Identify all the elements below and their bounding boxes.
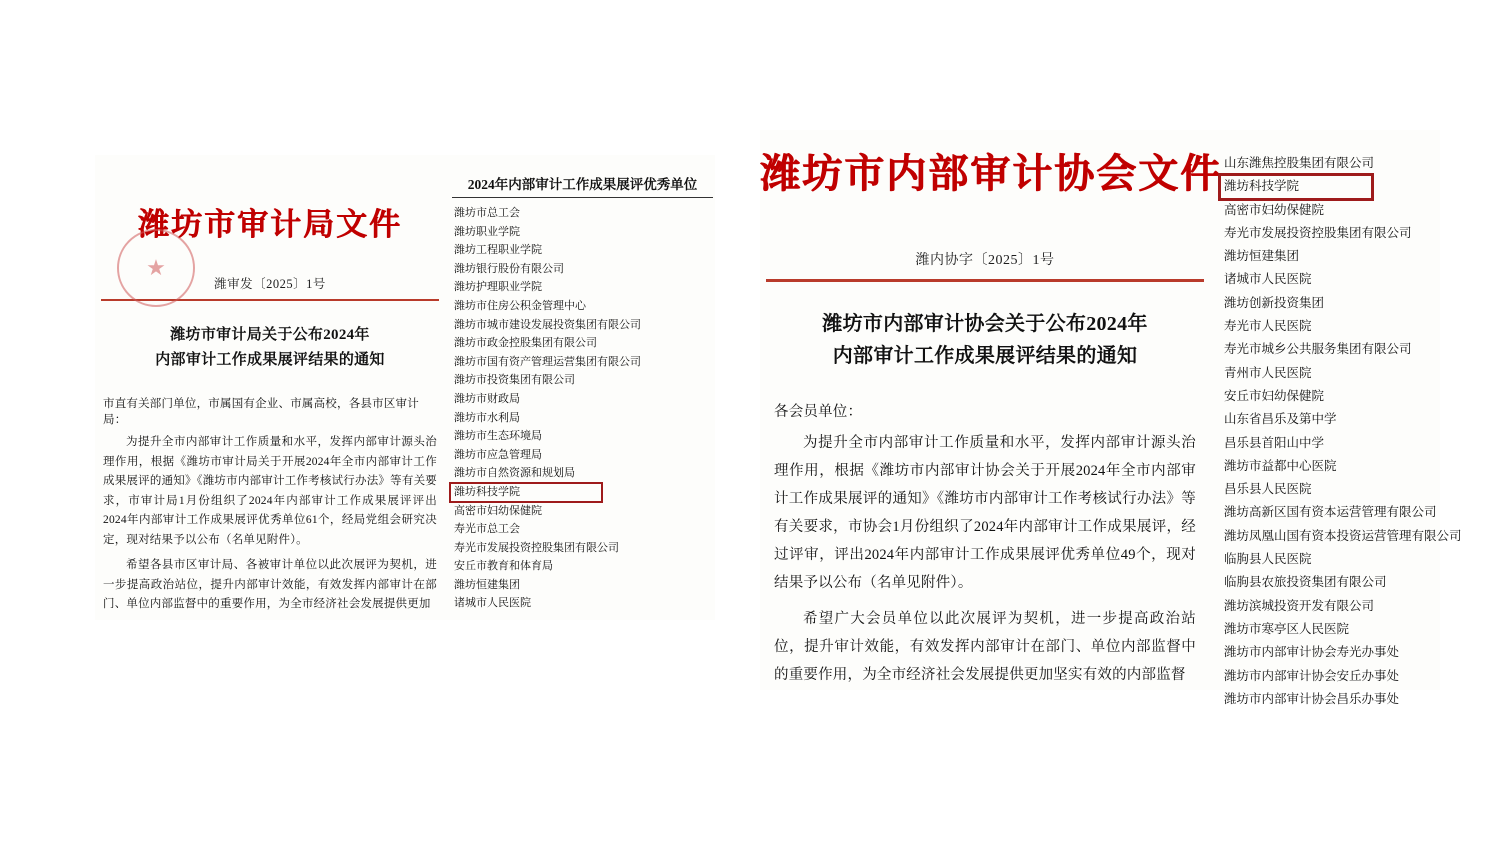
list-item: 安丘市教育和体育局	[454, 560, 553, 573]
right-document-heading-line1: 潍坊市内部审计协会关于公布2024年	[822, 312, 1148, 335]
list-item: 潍坊滨城投资开发有限公司	[1224, 598, 1375, 613]
left-document-org-title: 潍坊市审计局文件	[138, 207, 402, 243]
list-item: 寿光市人民医院	[1224, 319, 1312, 334]
right-document-red-rule	[766, 279, 1204, 282]
list-item: 诸城市人民医院	[1224, 272, 1312, 287]
list-item: 潍坊职业学院	[454, 225, 520, 238]
right-document-page	[760, 130, 1462, 706]
list-item: 高密市妇幼保健院	[454, 504, 542, 517]
list-item: 潍坊市寒亭区人民医院	[1224, 621, 1350, 636]
right-document-list-column	[1220, 152, 1462, 706]
left-document-list-column	[450, 173, 715, 613]
list-item: 潍坊市生态环境局	[454, 430, 542, 443]
list-item: 潍坊市住房公积金管理中心	[454, 299, 586, 312]
left-document-number: 潍审发〔2025〕1号	[214, 277, 326, 291]
right-document-number: 潍内协字〔2025〕1号	[915, 253, 1055, 268]
list-item: 临朐县农旅投资集团有限公司	[1224, 575, 1387, 590]
list-item: 寿光市发展投资控股集团有限公司	[454, 541, 619, 554]
list-item: 潍坊市内部审计协会安丘办事处	[1224, 668, 1400, 683]
list-item: 潍坊市内部审计协会寿光办事处	[1224, 645, 1400, 660]
list-item: 寿光市发展投资控股集团有限公司	[1224, 225, 1412, 240]
list-item: 潍坊市财政局	[454, 392, 520, 405]
list-item: 潍坊市应急管理局	[454, 448, 542, 461]
list-item: 潍坊恒建集团	[454, 578, 520, 591]
list-item: 潍坊银行股份有限公司	[454, 262, 564, 275]
list-item: 潍坊市政金控股集团有限公司	[454, 337, 597, 350]
list-item: 昌乐县首阳山中学	[1224, 435, 1325, 450]
list-item-highlighted: 潍坊科技学院	[450, 483, 602, 502]
list-item: 山东省昌乐及第中学	[1224, 412, 1337, 427]
list-item: 高密市妇幼保健院	[1224, 202, 1325, 217]
left-document-paragraph-1: 为提升全市内部审计工作质量和水平，发挥内部审计源头治理作用，根据《潍坊市审计局关于开展2024年全市内部审计工作成果展评的通知》《潍坊市内部审计工作考核试行办法》等有关要求，市审计局1月份组织了2024年内部审计工作成果展评评出2024年内部审计工作成果展评优秀单位61个，经局党组会研究决定，现对结果予以公布（名单见附件）。	[103, 436, 437, 546]
right-document-org-title: 潍坊市内部审计协会文件	[760, 150, 1222, 197]
list-item: 潍坊市城市建设发展投资集团有限公司	[454, 318, 641, 331]
list-item-highlighted: 潍坊科技学院	[1220, 175, 1372, 198]
left-document-unit-list	[450, 204, 715, 613]
list-item: 潍坊护理职业学院	[454, 281, 542, 294]
list-item: 潍坊市国有资产管理运营集团有限公司	[454, 355, 641, 368]
list-item: 昌乐县人民医院	[1224, 482, 1312, 497]
left-document-salutation: 市直有关部门单位，市属国有企业、市属高校，各县市区审计局：	[103, 398, 419, 426]
list-item: 潍坊高新区国有资本运营管理有限公司	[1224, 505, 1437, 520]
right-document-heading	[760, 308, 1210, 372]
left-document-page	[95, 155, 715, 620]
right-document-paragraph-2: 希望广大会员单位以此次展评为契机，进一步提高政治站位，提升审计效能，有效发挥内部审计在部门、单位内部监督中的重要作用，为全市经济社会发展提供更加坚实有效的内部监督	[774, 610, 1196, 683]
list-item: 寿光市城乡公共服务集团有限公司	[1224, 342, 1412, 357]
right-document-salutation: 各会员单位：	[774, 403, 863, 420]
list-item: 诸城市人民医院	[454, 597, 531, 610]
left-document-list-title: 2024年内部审计工作成果展评优秀单位	[452, 173, 713, 198]
right-document-heading-line2: 内部审计工作成果展评结果的通知	[832, 344, 1138, 367]
list-item: 潍坊恒建集团	[1224, 249, 1300, 264]
right-document-main-column	[760, 130, 1222, 690]
list-item: 临朐县人民医院	[1224, 552, 1312, 567]
list-item: 山东潍焦控股集团有限公司	[1224, 156, 1375, 170]
list-item: 潍坊市投资集团有限公司	[454, 374, 575, 387]
right-document-unit-list	[1220, 152, 1462, 711]
list-item: 潍坊市内部审计协会昌乐办事处	[1224, 691, 1400, 706]
left-document-paragraph-2: 希望各县市区审计局、各被审计单位以此次展评为契机，进一步提高政治站位，提升内部审计效能，有效发挥内部审计在部门、单位内部监督中的重要作用，为全市经济社会发展提供更加	[103, 559, 437, 610]
list-item: 潍坊凤凰山国有资本投资运营管理有限公司	[1224, 528, 1462, 543]
left-document-heading	[95, 323, 445, 373]
left-document-heading-line2: 内部审计工作成果展评结果的通知	[155, 352, 385, 368]
list-item: 潍坊市总工会	[454, 207, 520, 219]
red-round-seal-icon	[117, 229, 195, 307]
list-item: 青州市人民医院	[1224, 365, 1312, 380]
list-item: 安丘市妇幼保健院	[1224, 388, 1325, 403]
list-item: 寿光市总工会	[454, 523, 520, 536]
list-item: 潍坊创新投资集团	[1224, 295, 1325, 310]
list-item: 潍坊市水利局	[454, 411, 520, 424]
list-item: 潍坊市益都中心医院	[1224, 458, 1337, 473]
right-document-paragraph-1: 为提升全市内部审计工作质量和水平，发挥内部审计源头治理作用，根据《潍坊市内部审计协会关于开展2024年全市内部审计工作成果展评的通知》《潍坊市内部审计工作考核试行办法》等有关要求，市协会1月份组织了2024年内部审计工作成果展评，经过评审，评出2024年内部审计工作成果展评优秀单位49个，现对结果予以公布（名单见附件）。	[774, 434, 1196, 591]
left-document-heading-line1: 潍坊市审计局关于公布2024年	[170, 327, 370, 343]
list-item: 潍坊工程职业学院	[454, 244, 542, 257]
list-item: 潍坊市自然资源和规划局	[454, 467, 575, 480]
left-document-main-column	[95, 155, 445, 620]
